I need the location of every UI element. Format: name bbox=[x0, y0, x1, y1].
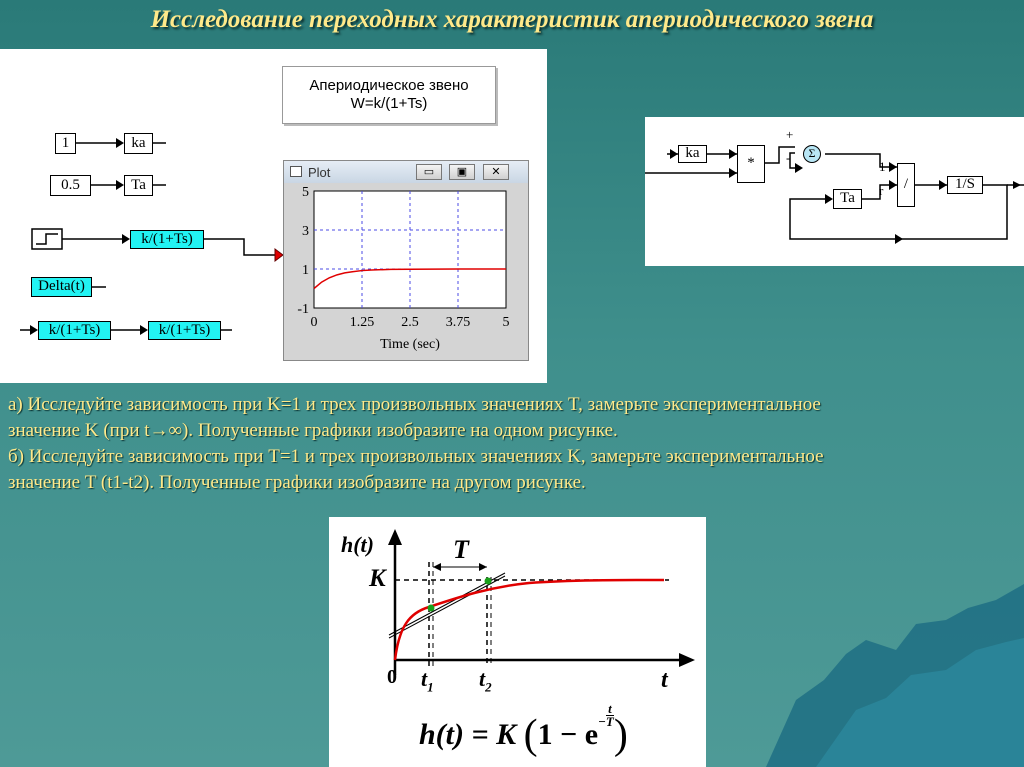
sum-block[interactable] bbox=[795, 141, 825, 171]
step-source-icon bbox=[32, 229, 62, 249]
delta-source-block[interactable]: Delta(t) bbox=[31, 277, 92, 297]
y-tick-label: -1 bbox=[297, 302, 309, 317]
plot-app-icon bbox=[290, 166, 302, 177]
formula-one: 1 − e bbox=[537, 718, 599, 751]
multiply-block[interactable]: * bbox=[737, 145, 765, 183]
t1-subscript: 1 bbox=[427, 679, 434, 695]
y-tick-label: 5 bbox=[302, 185, 309, 200]
gain-ta-block[interactable]: Ta bbox=[124, 175, 153, 196]
t2-text: t bbox=[479, 666, 486, 691]
level-label: K bbox=[369, 565, 386, 592]
plot-window-title: Plot bbox=[308, 165, 331, 180]
t1-text: t bbox=[421, 666, 428, 691]
x-tick-label: 3.75 bbox=[445, 315, 471, 330]
const-1-block[interactable]: 1 bbox=[55, 133, 76, 154]
divide-input-1: 1 bbox=[879, 159, 886, 174]
task-b-line2: значение T (t1-t2). Полученные графики изобразите на другом рисунке. bbox=[8, 472, 586, 493]
formula bbox=[419, 703, 628, 759]
x-axis-title: Time (sec) bbox=[380, 337, 440, 352]
close-button[interactable]: ✕ bbox=[483, 164, 509, 180]
formula-exp-num: t bbox=[606, 703, 614, 716]
divide-input-r: r bbox=[879, 183, 884, 198]
period-label: T bbox=[453, 535, 469, 564]
right-gain-ta-block[interactable]: Ta bbox=[833, 189, 862, 209]
t2-label bbox=[479, 666, 492, 695]
task-a-line2: значение K (при t→∞). Полученные графики изобразите на одном рисунке. bbox=[8, 420, 618, 441]
formula-paren-close: ) bbox=[613, 712, 628, 758]
point-t2 bbox=[485, 578, 492, 585]
divide-block[interactable]: / bbox=[897, 163, 915, 207]
right-diagram-panel bbox=[645, 117, 1024, 266]
origin-label: 0 bbox=[387, 666, 397, 688]
const-05-block[interactable]: 0.5 bbox=[50, 175, 91, 196]
left-diagram-panel bbox=[0, 49, 547, 383]
task-b-line1: б) Исследуйте зависимость при T=1 и трех произвольных значениях K, замерьте экспериментальное bbox=[8, 446, 824, 467]
transfer-function-b[interactable]: k/(1+Ts) bbox=[148, 321, 221, 340]
sum-minus-sign: - bbox=[786, 150, 791, 165]
plot-window[interactable] bbox=[283, 160, 529, 361]
caption-line1: Апериодическое звено bbox=[309, 77, 469, 94]
caption-line2: W=k/(1+Ts) bbox=[350, 95, 428, 112]
transfer-function-main[interactable]: k/(1+Ts) bbox=[130, 230, 204, 249]
minimize-button[interactable]: ▭ bbox=[416, 164, 442, 180]
formula-exponent: − $\frac{t}{T}$ bbox=[598, 701, 614, 729]
x-tick-label: 1.25 bbox=[349, 315, 375, 330]
plot-chart bbox=[284, 183, 528, 360]
y-tick-label: 3 bbox=[302, 224, 309, 239]
transfer-function-a[interactable]: k/(1+Ts) bbox=[38, 321, 111, 340]
theory-graph-panel bbox=[329, 517, 706, 767]
t2-subscript: 2 bbox=[485, 679, 492, 695]
x-tick-label: 5 bbox=[502, 315, 510, 330]
formula-paren-open: ( bbox=[523, 712, 538, 758]
plot-area bbox=[314, 191, 506, 308]
right-gain-ka-block[interactable]: ka bbox=[678, 145, 707, 163]
sum-plus-sign: + bbox=[786, 127, 794, 142]
restore-button[interactable]: ▣ bbox=[449, 164, 475, 180]
y-axis-label: h(t) bbox=[341, 532, 374, 557]
sum-icon: Σ bbox=[803, 145, 821, 163]
point-t1 bbox=[428, 605, 435, 612]
integrator-block[interactable]: 1/S bbox=[947, 176, 983, 194]
t1-label bbox=[421, 666, 434, 695]
slide-title: Исследование переходных характеристик апериодического звена bbox=[150, 6, 874, 33]
x-tick-label: 0 bbox=[310, 315, 318, 330]
formula-left: h(t) = K bbox=[419, 718, 517, 751]
x-tick-label: 2.5 bbox=[401, 315, 419, 330]
gain-ka-block[interactable]: ka bbox=[124, 133, 153, 154]
y-tick-label: 1 bbox=[302, 263, 309, 278]
formula-exp-den: T bbox=[605, 714, 614, 729]
mountain-decoration bbox=[706, 580, 1024, 767]
response-curve bbox=[395, 580, 664, 660]
task-a-line1: а) Исследуйте зависимость при K=1 и трех произвольных значениях T, замерьте экспериментальное bbox=[8, 394, 821, 415]
plot-titlebar[interactable] bbox=[284, 161, 528, 183]
x-axis-label: t bbox=[661, 667, 668, 693]
task-description bbox=[8, 392, 1018, 496]
